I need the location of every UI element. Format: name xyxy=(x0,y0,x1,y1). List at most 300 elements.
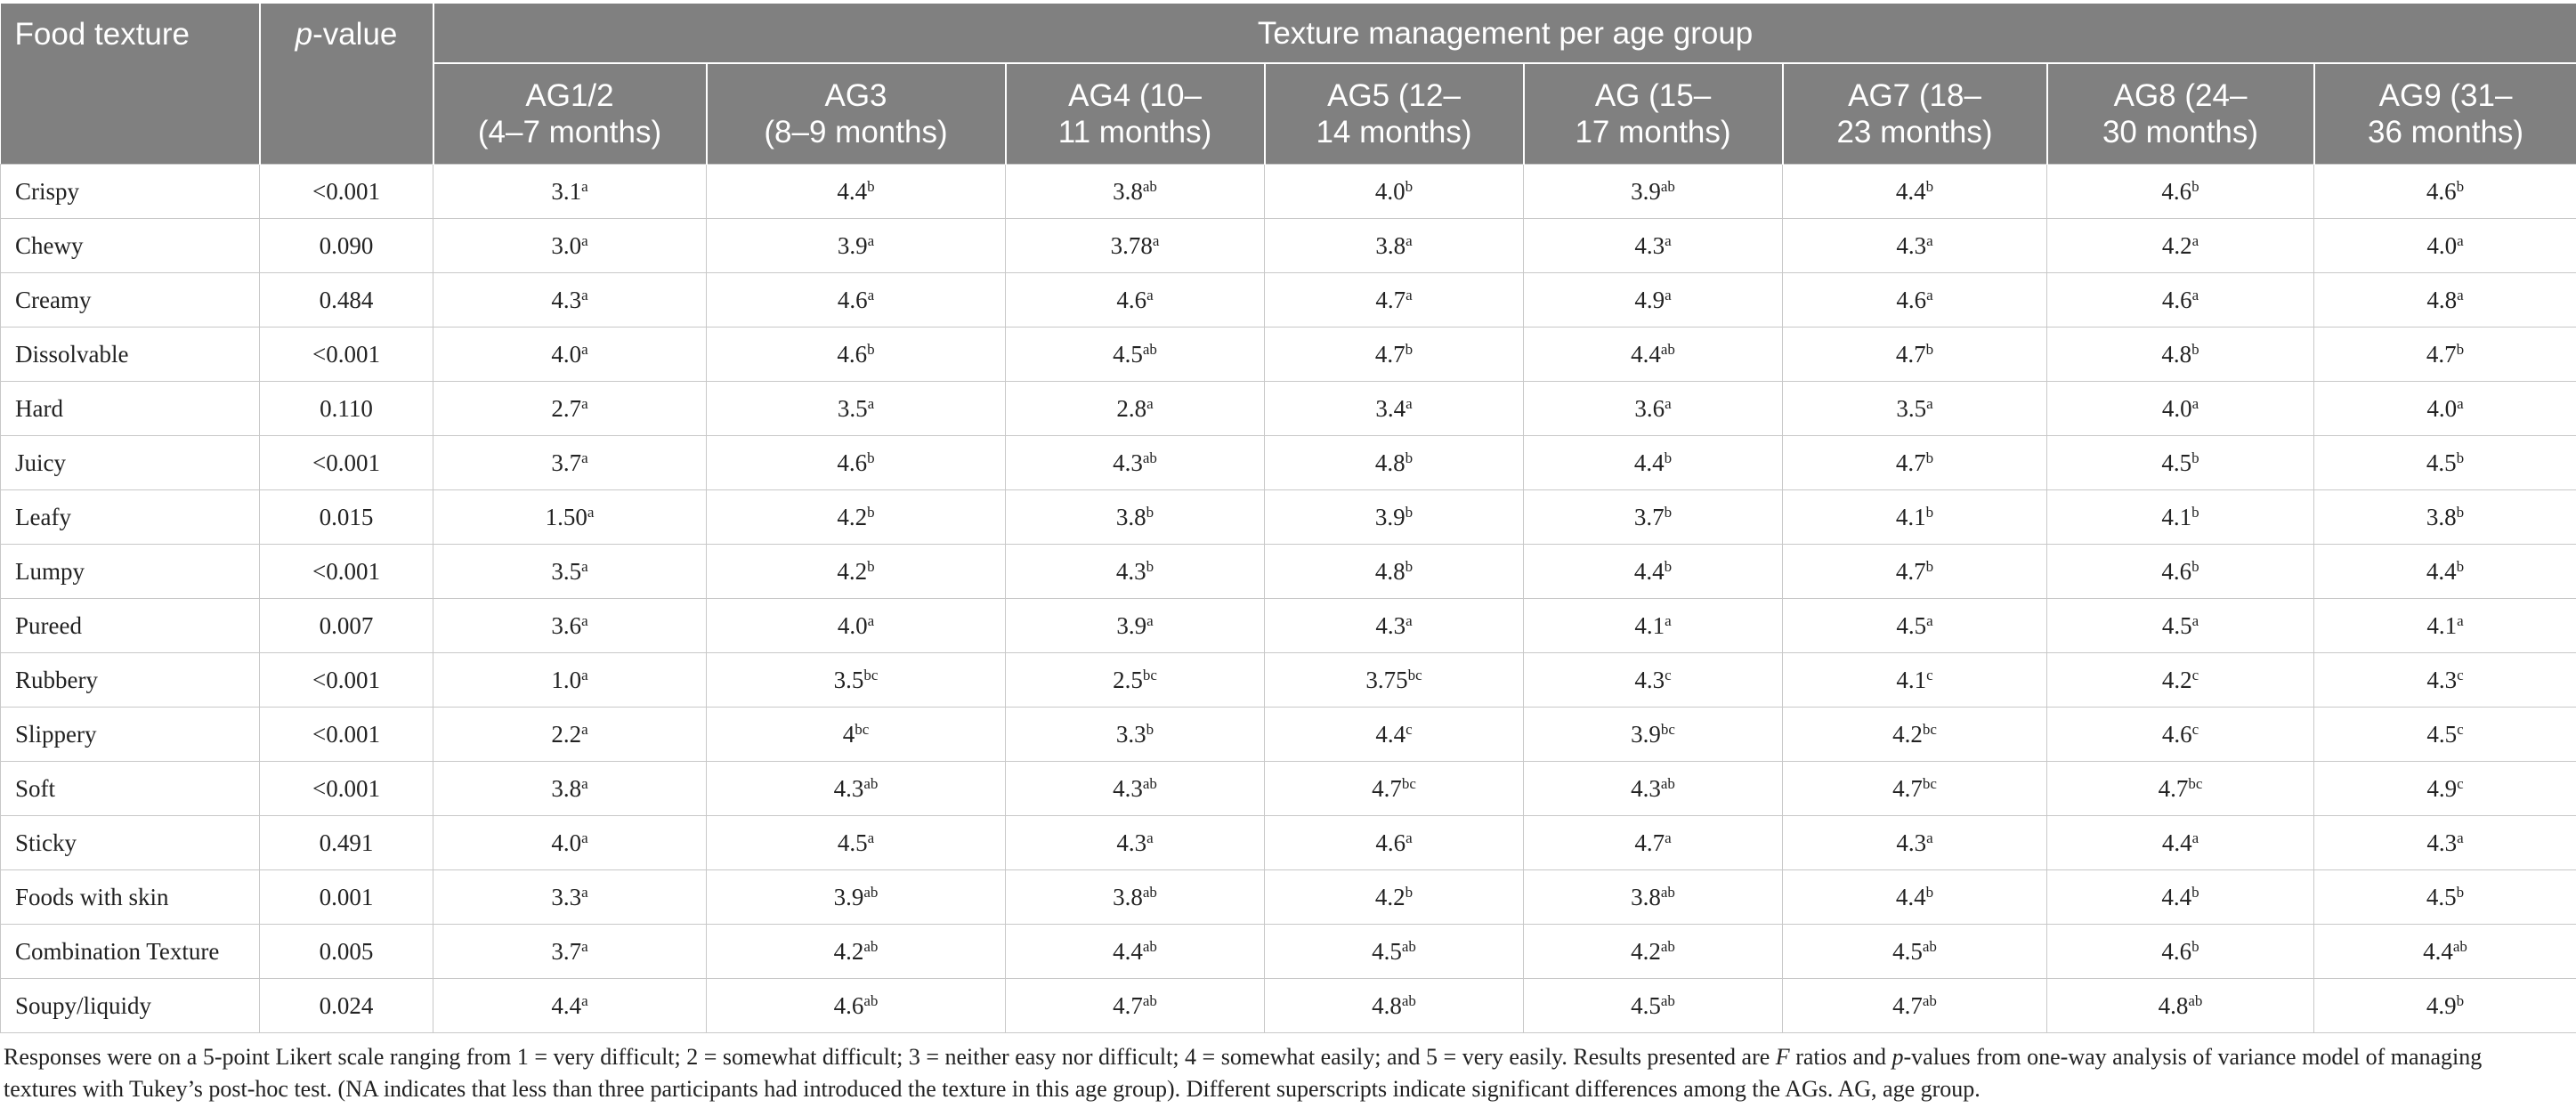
cell-score xyxy=(1524,979,1783,1033)
cell-texture: Juicy xyxy=(1,436,260,490)
cell-score-superscript: b xyxy=(1405,340,1414,358)
cell-p-value: <0.001 xyxy=(260,545,433,599)
cell-score-value: 4.4 xyxy=(1375,720,1406,748)
cell-score-value: 4.6 xyxy=(833,991,864,1019)
cell-texture: Sticky xyxy=(1,816,260,870)
cell-score-superscript: a xyxy=(2191,829,2199,846)
header-age-group-line: (4–7 months) xyxy=(477,115,662,150)
cell-score-value: 4.4 xyxy=(2161,829,2192,856)
cell-score-superscript: b xyxy=(1405,883,1414,901)
cell-score xyxy=(433,490,707,545)
header-age-group-line: AG8 (24– xyxy=(2113,78,2248,113)
cell-p-value: <0.001 xyxy=(260,708,433,762)
cell-score-value: 4.6 xyxy=(2426,177,2457,205)
cell-score-value: 3.4 xyxy=(1375,394,1406,422)
cell-score xyxy=(2047,165,2314,219)
cell-score-superscript: b xyxy=(1405,503,1414,521)
cell-score xyxy=(433,979,707,1033)
header-p-italic: p xyxy=(295,17,313,52)
cell-score xyxy=(707,328,1006,382)
cell-score-value: 4.8 xyxy=(1374,449,1405,476)
cell-score xyxy=(2314,165,2576,219)
cell-score xyxy=(1783,545,2047,599)
cell-score xyxy=(1783,328,2047,382)
cell-score-superscript: a xyxy=(867,286,875,303)
cell-score xyxy=(1524,545,1783,599)
cell-score-value: 4.1 xyxy=(2426,611,2458,639)
cell-score-superscript: c xyxy=(2457,666,2464,683)
cell-score-value: 4.4 xyxy=(2161,883,2192,910)
cell-score xyxy=(1524,328,1783,382)
cell-score-value: 4.7 xyxy=(1895,557,1926,585)
cell-score-superscript: a xyxy=(581,666,588,683)
footnote-part3: -values from one-way analysis of variance model of managing textures with Tukey’s post-hoc test. (NA indicates that less than three participants had introduced the texture in this age group). Different superscripts indicate significant differences among the AGs. AG, age group. xyxy=(4,1044,2483,1102)
cell-score xyxy=(433,219,707,273)
cell-score xyxy=(1265,545,1524,599)
header-age-group-line: (8–9 months) xyxy=(764,115,948,150)
cell-score-value: 4.1 xyxy=(2161,503,2192,530)
cell-texture: Lumpy xyxy=(1,545,260,599)
cell-score-value: 4.0 xyxy=(551,340,582,368)
cell-score-superscript: b xyxy=(867,503,875,521)
cell-score xyxy=(707,870,1006,925)
cell-score-value: 4.5 xyxy=(1372,937,1402,965)
cell-score-superscript: bc xyxy=(855,720,870,738)
cell-score xyxy=(707,490,1006,545)
cell-score xyxy=(1006,979,1265,1033)
cell-score-superscript: b xyxy=(2456,503,2465,521)
cell-score-value: 4.8 xyxy=(1372,991,1402,1019)
cell-score xyxy=(433,382,707,436)
cell-score-superscript: ab xyxy=(1660,883,1675,901)
cell-score xyxy=(2047,382,2314,436)
cell-score-superscript: ab xyxy=(1660,991,1675,1009)
cell-score xyxy=(433,708,707,762)
cell-score-superscript: b xyxy=(867,340,875,358)
cell-score-superscript: a xyxy=(1405,286,1413,303)
cell-score-value: 3.9 xyxy=(833,883,864,910)
cell-score-value: 4.7 xyxy=(1375,286,1406,313)
table-row xyxy=(1,870,2576,925)
cell-score-value: 4.5 xyxy=(1113,340,1143,368)
cell-score-superscript: b xyxy=(2191,449,2199,466)
cell-p-value: <0.001 xyxy=(260,762,433,816)
cell-score-superscript: a xyxy=(581,829,588,846)
cell-score-value: 4.4 xyxy=(1895,177,1926,205)
cell-texture: Foods with skin xyxy=(1,870,260,925)
cell-score xyxy=(707,653,1006,708)
cell-score-superscript: b xyxy=(2191,340,2199,358)
cell-score-value: 4.5 xyxy=(1631,991,1661,1019)
header-food-texture: Food texture xyxy=(1,4,260,165)
cell-score xyxy=(1006,925,1265,979)
cell-score-superscript: ab xyxy=(863,991,879,1009)
cell-score-superscript: b xyxy=(2456,557,2465,575)
cell-score xyxy=(1265,816,1524,870)
header-age-group-line: AG5 (12– xyxy=(1327,78,1461,113)
header-p-value xyxy=(260,4,433,165)
cell-score xyxy=(707,382,1006,436)
cell-score-value: 2.5 xyxy=(1113,666,1143,693)
cell-score-superscript: b xyxy=(2456,449,2465,466)
cell-score xyxy=(433,816,707,870)
cell-score-value: 3.8 xyxy=(1115,503,1146,530)
cell-score-superscript: b xyxy=(1925,449,1934,466)
header-p-suffix: -value xyxy=(312,17,398,52)
cell-score-superscript: a xyxy=(581,286,588,303)
cell-score xyxy=(1783,870,2047,925)
cell-score-superscript: b xyxy=(1405,177,1414,195)
cell-score-value: 3.8 xyxy=(2426,503,2457,530)
cell-score-value: 4.2 xyxy=(837,503,868,530)
cell-score-value: 4.3 xyxy=(1115,557,1146,585)
header-age-group xyxy=(433,63,707,165)
cell-score-superscript: b xyxy=(867,177,875,195)
cell-score xyxy=(1524,870,1783,925)
cell-score xyxy=(1783,979,2047,1033)
cell-score-superscript: ab xyxy=(863,937,879,955)
cell-score-superscript: b xyxy=(1925,557,1934,575)
cell-score-value: 1.50 xyxy=(545,503,587,530)
cell-score-superscript: bc xyxy=(1922,720,1937,738)
cell-score-superscript: a xyxy=(1665,286,1672,303)
cell-score-superscript: a xyxy=(2457,611,2464,629)
cell-score-value: 3.6 xyxy=(1634,394,1665,422)
cell-score-superscript: ab xyxy=(1142,883,1157,901)
cell-score-value: 4.6 xyxy=(1375,829,1406,856)
cell-score-value: 4.7 xyxy=(1892,774,1923,802)
cell-score-value: 4.5 xyxy=(2426,720,2458,748)
cell-score-superscript: b xyxy=(1925,340,1934,358)
cell-score xyxy=(1265,708,1524,762)
cell-score-superscript: bc xyxy=(2188,774,2203,792)
cell-score-value: 4.1 xyxy=(1634,611,1665,639)
cell-score xyxy=(1524,165,1783,219)
cell-texture: Chewy xyxy=(1,219,260,273)
cell-score-superscript: c xyxy=(2191,666,2199,683)
cell-score-value: 4.6 xyxy=(2161,286,2192,313)
cell-score-superscript: bc xyxy=(1401,774,1416,792)
cell-score-superscript: bc xyxy=(863,666,879,683)
cell-score xyxy=(2047,490,2314,545)
cell-score-value: 4.6 xyxy=(2161,720,2192,748)
cell-score xyxy=(1524,490,1783,545)
cell-score-superscript: ab xyxy=(1142,177,1157,195)
cell-score-superscript: ab xyxy=(1660,177,1675,195)
cell-score-superscript: a xyxy=(581,177,588,195)
cell-score xyxy=(707,979,1006,1033)
cell-score xyxy=(2047,273,2314,328)
cell-score-value: 3.3 xyxy=(551,883,582,910)
cell-score-superscript: a xyxy=(1926,394,1933,412)
cell-score-superscript: a xyxy=(867,231,875,249)
cell-score xyxy=(1265,219,1524,273)
cell-score xyxy=(707,925,1006,979)
cell-score xyxy=(1006,762,1265,816)
cell-score-value: 4.8 xyxy=(2426,286,2458,313)
cell-score-value: 4.6 xyxy=(2161,557,2192,585)
cell-score xyxy=(2314,762,2576,816)
cell-score-superscript: ab xyxy=(2452,937,2467,955)
cell-score xyxy=(433,545,707,599)
cell-score xyxy=(1265,870,1524,925)
cell-p-value: 0.110 xyxy=(260,382,433,436)
cell-score xyxy=(2047,653,2314,708)
cell-score-superscript: a xyxy=(1926,231,1933,249)
cell-score xyxy=(707,165,1006,219)
cell-score xyxy=(1006,870,1265,925)
cell-score-value: 4.2 xyxy=(1374,883,1405,910)
cell-score-superscript: c xyxy=(1665,666,1672,683)
cell-score-value: 3.8 xyxy=(551,774,582,802)
cell-score-value: 4.3 xyxy=(1116,829,1147,856)
cell-score xyxy=(707,545,1006,599)
cell-score-superscript: a xyxy=(1665,394,1672,412)
cell-score-value: 4.1 xyxy=(1895,503,1926,530)
cell-score xyxy=(707,273,1006,328)
cell-score-value: 4.7 xyxy=(1372,774,1402,802)
table-row xyxy=(1,382,2576,436)
footnote-p: p xyxy=(1891,1044,1904,1070)
cell-score-superscript: a xyxy=(2457,394,2464,412)
header-age-group-line: 11 months) xyxy=(1057,115,1212,150)
cell-score xyxy=(433,599,707,653)
cell-score xyxy=(1265,762,1524,816)
table-row xyxy=(1,328,2576,382)
cell-score-superscript: ab xyxy=(1401,937,1416,955)
cell-score-superscript: a xyxy=(1926,829,1933,846)
table-row xyxy=(1,653,2576,708)
cell-score-superscript: b xyxy=(1146,557,1154,575)
cell-texture: Pureed xyxy=(1,599,260,653)
table-row xyxy=(1,816,2576,870)
cell-score-value: 4.5 xyxy=(1896,611,1927,639)
cell-score-value: 4.0 xyxy=(551,829,582,856)
cell-score xyxy=(433,436,707,490)
cell-score-superscript: a xyxy=(581,883,588,901)
cell-score-value: 4.3 xyxy=(551,286,582,313)
cell-score-superscript: a xyxy=(1146,286,1154,303)
header-age-group xyxy=(2047,63,2314,165)
cell-score-superscript: b xyxy=(2456,177,2465,195)
cell-score xyxy=(1524,273,1783,328)
cell-score xyxy=(1524,925,1783,979)
cell-score xyxy=(2047,708,2314,762)
cell-score xyxy=(1006,219,1265,273)
cell-score-superscript: b xyxy=(1664,503,1673,521)
header-age-group-line: AG7 (18– xyxy=(1848,78,1981,113)
cell-score-superscript: b xyxy=(2191,937,2199,955)
cell-score-superscript: b xyxy=(2191,503,2199,521)
cell-p-value: 0.007 xyxy=(260,599,433,653)
footnote-f: F xyxy=(1775,1044,1790,1070)
cell-score xyxy=(1006,816,1265,870)
cell-score-superscript: a xyxy=(1405,231,1413,249)
cell-score xyxy=(1524,436,1783,490)
cell-score-value: 4.2 xyxy=(1892,720,1923,748)
header-age-group-line: 36 months) xyxy=(2368,115,2524,150)
cell-score-value: 4.6 xyxy=(2161,177,2192,205)
cell-score-value: 4.1 xyxy=(1896,666,1927,693)
cell-score-superscript: b xyxy=(2456,340,2465,358)
cell-score-value: 4.4 xyxy=(837,177,868,205)
cell-score-superscript: a xyxy=(581,720,588,738)
cell-score-value: 3.1 xyxy=(551,177,582,205)
cell-score-superscript: a xyxy=(581,611,588,629)
cell-score-value: 4.2 xyxy=(837,557,868,585)
cell-score-superscript: ab xyxy=(1401,991,1416,1009)
cell-score-value: 4.4 xyxy=(551,991,582,1019)
cell-score xyxy=(1783,816,2047,870)
cell-score xyxy=(1006,653,1265,708)
cell-score-value: 4.7 xyxy=(1634,829,1665,856)
cell-score-value: 3.5 xyxy=(833,666,864,693)
cell-score-superscript: a xyxy=(581,937,588,955)
cell-score-value: 4.8 xyxy=(2158,991,2189,1019)
cell-texture: Hard xyxy=(1,382,260,436)
cell-score-value: 4.3 xyxy=(1896,829,1927,856)
cell-score-value: 4.3 xyxy=(1634,231,1665,259)
cell-score-value: 4.6 xyxy=(837,340,868,368)
cell-score-value: 4.3 xyxy=(2426,666,2458,693)
cell-score-value: 3.0 xyxy=(551,231,582,259)
cell-score-superscript: b xyxy=(1405,449,1414,466)
header-age-group xyxy=(1006,63,1265,165)
cell-score xyxy=(1524,762,1783,816)
header-age-group-line: 17 months) xyxy=(1575,115,1731,150)
cell-score xyxy=(2314,382,2576,436)
cell-score-superscript: a xyxy=(581,774,588,792)
cell-score xyxy=(1783,925,2047,979)
table-row xyxy=(1,436,2576,490)
header-age-group-line: AG3 xyxy=(824,78,887,113)
cell-score-superscript: ab xyxy=(1660,340,1675,358)
cell-score-value: 3.3 xyxy=(1115,720,1146,748)
cell-score-value: 4.5 xyxy=(837,829,868,856)
cell-score-superscript: ab xyxy=(1142,937,1157,955)
cell-score-value: 3.8 xyxy=(1113,177,1143,205)
cell-score-value: 4.4 xyxy=(1113,937,1143,965)
cell-score-value: 4.2 xyxy=(1631,937,1661,965)
cell-score xyxy=(707,816,1006,870)
cell-score-superscript: a xyxy=(1405,611,1413,629)
cell-score-superscript: b xyxy=(2456,991,2465,1009)
cell-score xyxy=(2047,599,2314,653)
cell-score-value: 4.0 xyxy=(2161,394,2192,422)
footnote-part1: Responses were on a 5-point Likert scale ranging from 1 = very difficult; 2 = somewhat difficult; 3 = neither easy nor difficult; 4 = somewhat easily; and 5 = very easily. Results presented are xyxy=(4,1044,1776,1070)
table-body xyxy=(1,165,2576,1033)
cell-score-superscript: a xyxy=(1665,829,1672,846)
cell-score xyxy=(2314,436,2576,490)
cell-p-value: <0.001 xyxy=(260,328,433,382)
cell-score-superscript: a xyxy=(581,340,588,358)
cell-score xyxy=(1006,545,1265,599)
header-age-group-title: Texture management per age group xyxy=(433,4,2576,63)
cell-score-value: 2.8 xyxy=(1116,394,1147,422)
header-age-group xyxy=(1524,63,1783,165)
header-age-group-line: AG4 (10– xyxy=(1068,78,1202,113)
cell-score-superscript: b xyxy=(2456,883,2465,901)
cell-score-superscript: a xyxy=(2457,829,2464,846)
cell-score xyxy=(2047,545,2314,599)
cell-score-superscript: c xyxy=(2457,774,2464,792)
cell-score xyxy=(1265,436,1524,490)
cell-score-value: 4.4 xyxy=(1633,449,1665,476)
cell-score xyxy=(1783,382,2047,436)
cell-p-value: <0.001 xyxy=(260,653,433,708)
cell-score-value: 2.7 xyxy=(551,394,582,422)
header-age-group-line: 30 months) xyxy=(2102,115,2259,150)
cell-score-value: 3.9 xyxy=(1631,177,1661,205)
cell-score-superscript: b xyxy=(1925,503,1934,521)
footnote-part2: ratios and xyxy=(1789,1044,1892,1070)
cell-score-superscript: a xyxy=(2457,286,2464,303)
cell-score xyxy=(1006,490,1265,545)
cell-score-value: 3.6 xyxy=(551,611,582,639)
cell-score xyxy=(1783,599,2047,653)
cell-score-value: 4.4 xyxy=(1633,557,1665,585)
cell-score xyxy=(1265,490,1524,545)
cell-score-value: 4.7 xyxy=(1374,340,1405,368)
cell-score xyxy=(1006,328,1265,382)
cell-score xyxy=(1006,436,1265,490)
cell-score xyxy=(1265,599,1524,653)
cell-score xyxy=(707,708,1006,762)
cell-score xyxy=(433,165,707,219)
cell-p-value: 0.015 xyxy=(260,490,433,545)
header-age-group-line: 23 months) xyxy=(1836,115,1993,150)
cell-score-value: 4.0 xyxy=(1374,177,1405,205)
cell-score xyxy=(1265,653,1524,708)
cell-score-superscript: a xyxy=(581,231,588,249)
cell-score xyxy=(1265,979,1524,1033)
cell-score-superscript: b xyxy=(2191,177,2199,195)
cell-score-value: 4.5 xyxy=(2161,611,2192,639)
cell-score xyxy=(433,328,707,382)
cell-score-superscript: bc xyxy=(1407,666,1422,683)
cell-score-value: 4.5 xyxy=(2426,883,2457,910)
cell-score-value: 3.7 xyxy=(551,449,582,476)
texture-table xyxy=(0,4,2576,1033)
cell-p-value: <0.001 xyxy=(260,165,433,219)
cell-score xyxy=(2047,870,2314,925)
cell-score xyxy=(2314,273,2576,328)
cell-score-superscript: a xyxy=(1665,231,1672,249)
cell-score-value: 4.6 xyxy=(1896,286,1927,313)
cell-score-value: 4.3 xyxy=(1375,611,1406,639)
cell-p-value: 0.001 xyxy=(260,870,433,925)
cell-score-value: 4.4 xyxy=(1631,340,1661,368)
cell-score-value: 4.3 xyxy=(833,774,864,802)
cell-score-superscript: b xyxy=(1146,720,1154,738)
cell-score-superscript: a xyxy=(2191,394,2199,412)
cell-score-superscript: a xyxy=(581,557,588,575)
table-row xyxy=(1,490,2576,545)
cell-score-superscript: ab xyxy=(1142,991,1157,1009)
cell-score-superscript: a xyxy=(1665,611,1672,629)
cell-score-value: 3.75 xyxy=(1365,666,1408,693)
header-age-group xyxy=(2314,63,2576,165)
cell-score xyxy=(2314,328,2576,382)
cell-score xyxy=(1524,653,1783,708)
cell-score-superscript: a xyxy=(2191,611,2199,629)
cell-score-superscript: b xyxy=(2191,557,2199,575)
table-row xyxy=(1,545,2576,599)
cell-score-value: 4.5 xyxy=(2161,449,2192,476)
cell-texture: Soft xyxy=(1,762,260,816)
cell-score-superscript: a xyxy=(587,503,595,521)
cell-score-superscript: a xyxy=(2457,231,2464,249)
